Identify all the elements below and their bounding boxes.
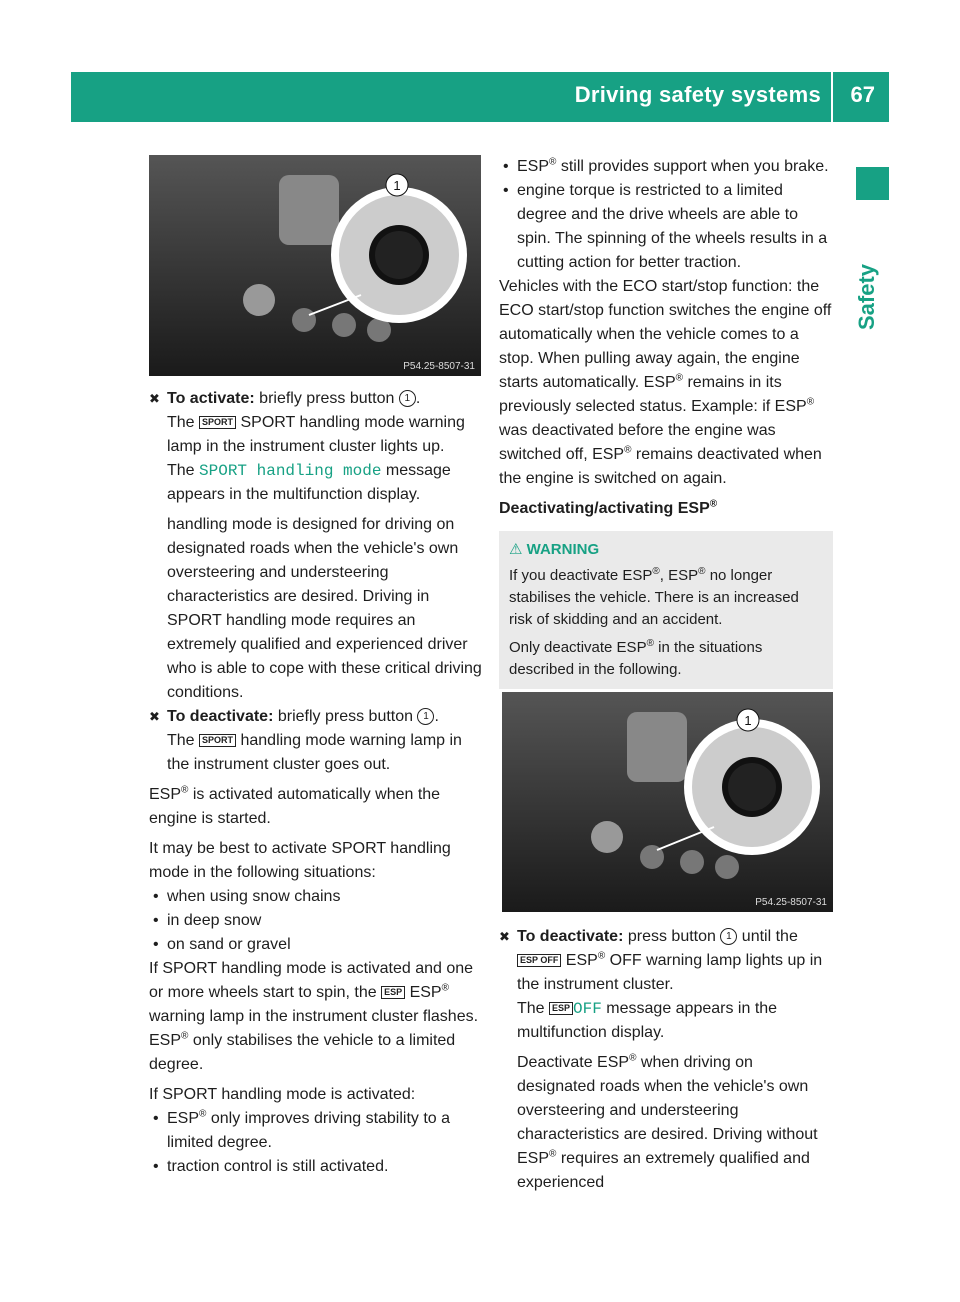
esp-icon: ESP (381, 986, 405, 999)
spin-paragraph: If SPORT handling mode is activated and one or more wheels start to spin, the ESP ESP® warning lamp in the instrument cluster flashes. ESP® only stabilises the vehicle to a limited degree. (149, 960, 479, 1073)
right-column-lower (499, 925, 833, 1195)
activate-lamp-text: The SPORT SPORT handling mode warning lamp in the instrument cluster lights up. (167, 414, 465, 455)
esp-icon: ESP (549, 1002, 573, 1015)
warning-text: If you deactivate ESP®, ESP® no longer stabilises the vehicle. There is an increased risk of skidding and an accident. (509, 566, 799, 628)
svg-text:1: 1 (744, 713, 752, 728)
console-illustration (149, 155, 481, 376)
esp-off-lamp-text: ESP OFF ESP® OFF warning lamp lights up in the instrument cluster. (517, 950, 823, 993)
list-item: • traction control is still activated. (149, 1155, 483, 1179)
step-activate: ✖ To activate: briefly press button 1 . (149, 387, 483, 411)
side-tab-marker (856, 167, 889, 200)
step-deactivate: ✖ To deactivate: briefly press button 1 . (149, 705, 483, 729)
list-item: • ESP® still provides support when you brake. (499, 155, 833, 179)
warning-icon: ⚠ (509, 541, 523, 558)
page-number: 67 (850, 82, 875, 107)
callout-1-icon: 1 (399, 390, 416, 407)
left-column (149, 387, 483, 1179)
warning-text: Only deactivate ESP® in the situations described in the following. (509, 638, 763, 678)
list-item: • on sand or gravel (149, 933, 483, 957)
side-tab-label: Safety (854, 263, 879, 330)
section-heading: Deactivating/activating ESP® (499, 498, 718, 517)
console-illustration (502, 692, 833, 912)
activate-message-text: The SPORT handling mode message appears in the multifunction display. (167, 462, 451, 503)
photo-code: P54.25-8507-31 (403, 361, 475, 372)
page-header (71, 72, 889, 122)
esp-off-message-text: The ESP OFF message appears in the multifunction display. (517, 1000, 778, 1041)
right-column (499, 155, 833, 689)
section-title: Driving safety systems (574, 82, 821, 107)
callout-1-icon: 1 (720, 928, 737, 945)
esp-auto-paragraph: ESP® is activated automatically when the engine is started. (149, 784, 441, 827)
list-item: • in deep snow (149, 909, 483, 933)
list-item: • engine torque is restricted to a limited degree and the drive wheels are able to spin. The spinning of the wheels results in a cutting action for better traction. (499, 179, 833, 275)
ifsport-paragraph: If SPORT handling mode is activated: (149, 1086, 416, 1103)
esp-button-photo (502, 692, 833, 912)
photo-code: P54.25-8507-31 (755, 897, 827, 908)
list-item: • when using snow chains (149, 885, 483, 909)
warning-title: ⚠ WARNING (509, 541, 600, 558)
callout-1-icon: 1 (417, 708, 434, 725)
header-divider (831, 72, 833, 122)
eco-paragraph: Vehicles with the ECO start/stop function: the ECO start/stop function switches the engine off automatically when the vehicle comes to a stop. When pulling away again, the engine starts automatically. ESP® remains in its previously selected status. Example: if ESP® was deactivated before the engine was switched off, ESP® remains deactivated when the engine is switched on again. (499, 278, 832, 487)
best-paragraph: It may be best to activate SPORT handling mode in the following situations: (149, 840, 451, 881)
warning-box (499, 531, 833, 689)
svg-text:1: 1 (393, 178, 401, 193)
sport-icon: SPORT (199, 416, 236, 429)
handling-paragraph: handling mode is designed for driving on designated roads when the vehicle's own oversteering and understeering characteristics are desired. Driving in SPORT handling mode requires an extremely qualified and experienced driver who is able to cope with these critical driving conditions. (167, 516, 482, 701)
list-item: • ESP® only improves driving stability to a limited degree. (149, 1107, 483, 1155)
sport-icon: SPORT (199, 734, 236, 747)
esp-off-icon: ESP OFF (517, 954, 561, 967)
deactivate-esp-paragraph: Deactivate ESP® when driving on designated roads when the vehicle's own oversteering and understeering characteristics are desired. Driving without ESP® requires an extremely qualified and experienced (517, 1052, 818, 1191)
step-deactivate-esp: ✖ To deactivate: press button 1 until the (499, 925, 833, 949)
deactivate-lamp-text: The SPORT handling mode warning lamp in the instrument cluster goes out. (167, 732, 462, 773)
esp-button-photo (149, 155, 481, 376)
